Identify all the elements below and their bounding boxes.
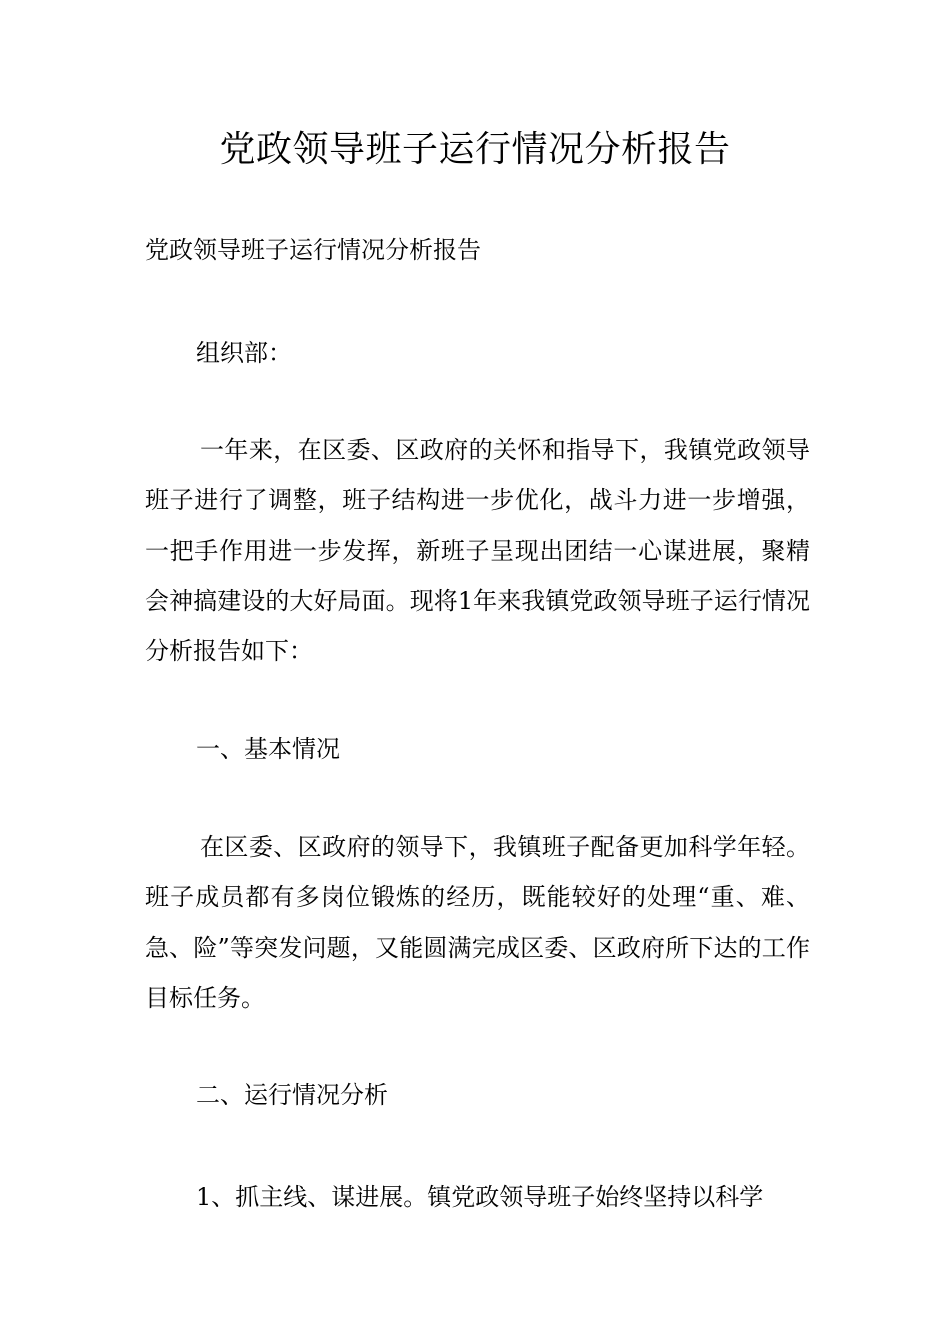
section-heading-analysis: 二、运行情况分析 [196, 1081, 388, 1109]
salutation: 组织部： [196, 339, 292, 367]
intro-paragraph: 一年来，在区委、区政府的关怀和指导下，我镇党政领导班子进行了调整，班子结构进一步优化，战斗力进一步增强，一把手作用进一步发挥，新班子呈现出团结一心谋进展，聚精会神搞建设的大好局面。现将1年来我镇党政领导班子运行情况分析报告如下： [145, 436, 810, 666]
section-heading-basic: 一、基本情况 [196, 735, 340, 763]
document-subtitle: 党政领导班子运行情况分析报告 [145, 236, 481, 264]
basic-situation-paragraph: 在区委、区政府的领导下，我镇班子配备更加科学年轻。班子成员都有多岗位锻炼的经历，既能较好的处理“重、难、急、险”等突发问题，又能圆满完成区委、区政府所下达的工作目标任务。 [145, 833, 810, 1012]
document-title: 党政领导班子运行情况分析报告 [219, 129, 731, 170]
analysis-item-1: 1、抓主线、谋进展。镇党政领导班子始终坚持以科学 [196, 1183, 764, 1211]
